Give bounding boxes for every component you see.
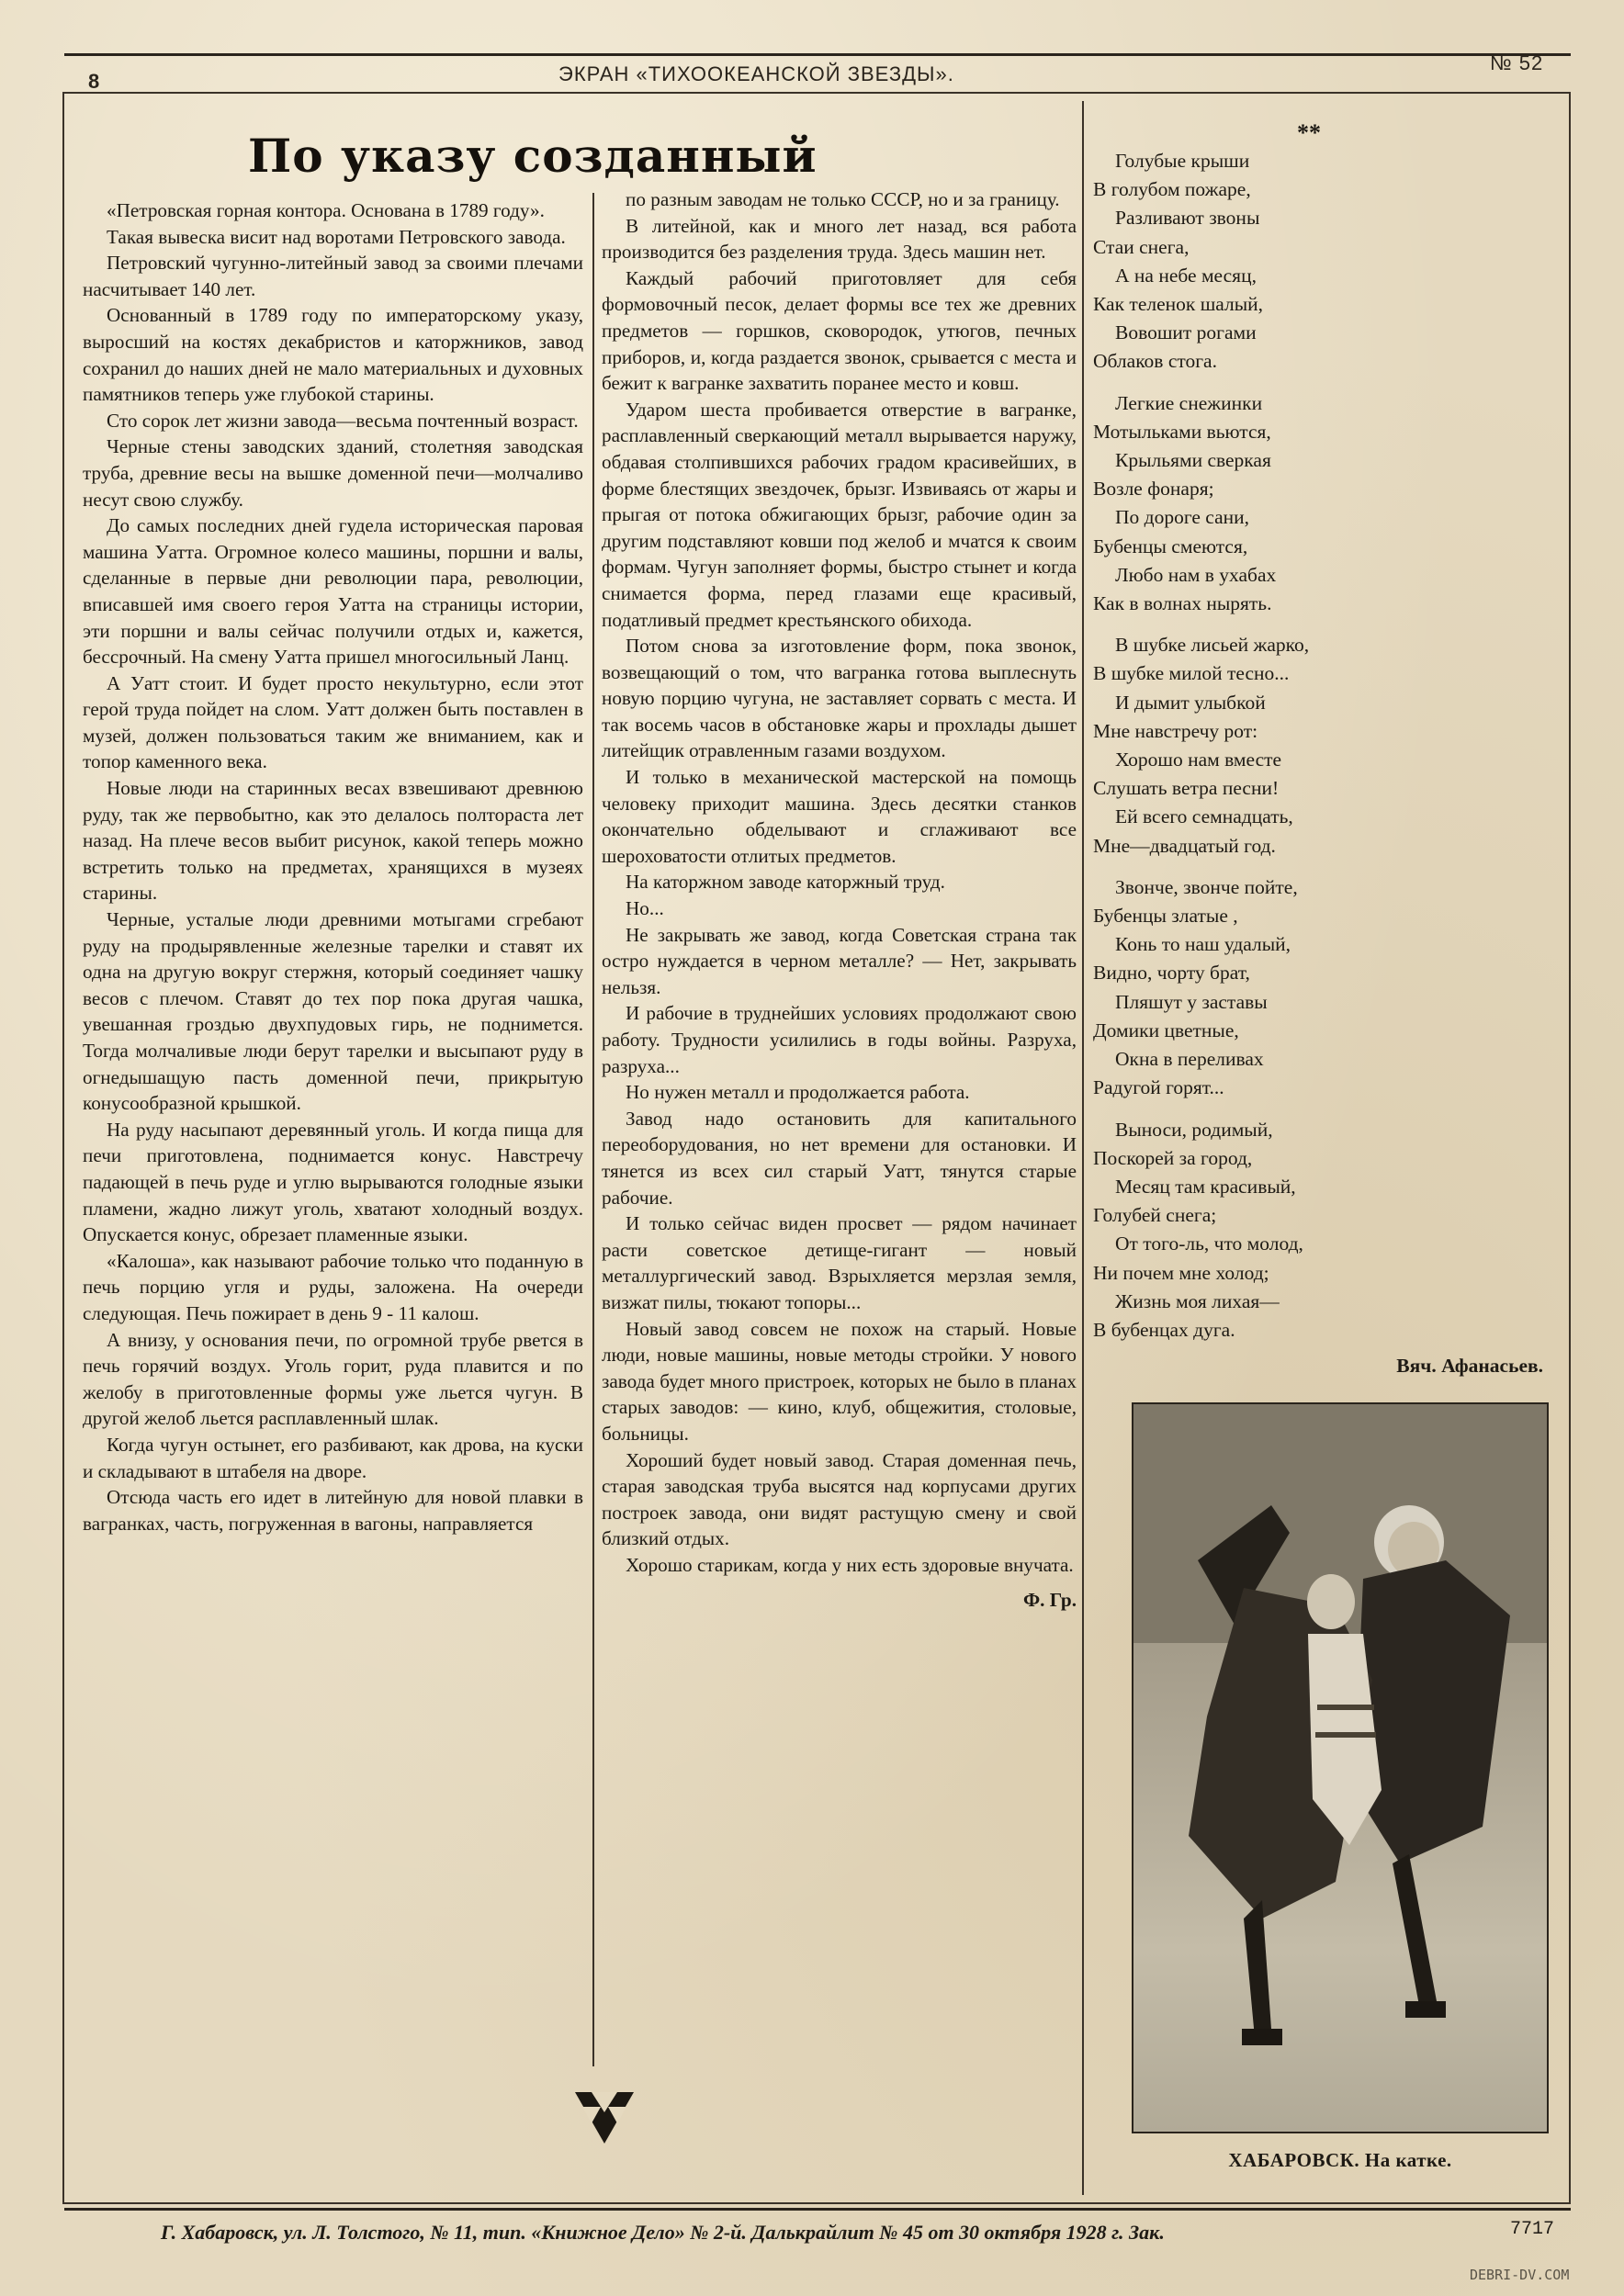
poem-line: По дороге сани, [1115,506,1250,529]
article-paragraph: «Петровская горная контора. Основана в 1789 году». [107,199,545,221]
article-paragraph: А Уатт стоит. И будет просто некультурно, если этот герой труда пойдет на слом. Уатт должен быть поставлен в музей, должен пользоваться таким же вниманием, как и топор каменного века. [83,671,583,773]
poem-line: Как теленок шалый, [1093,293,1264,316]
article-paragraph: Петровский чугунно-литейный завод за своими плечами насчитывает 140 лет. [83,252,583,300]
poem-line: Разливают звоны [1115,207,1260,230]
poem-stanza [1093,1116,1543,1345]
article-paragraph: Каждый рабочий приготовляет для себя формовочный песок, делает формы все тех же древних предметов — горшков, сковородок, утюгов, печных приборов, и, когда раздается звонок, срывается с места и бежит к вагранке захватить поранее место и ковш. [602,266,1077,395]
poem-line: И дымит улыбкой [1115,691,1266,714]
poem-stanza [1093,873,1543,1103]
poem-line: Месяц там красивый, [1115,1175,1296,1198]
article-paragraph: Ударом шеста пробивается отверстие в вагранке, расплавленный сверкающий металл вырывается наружу, обдавая столпившихся рабочих градом красивейших, в форме блестящих звездочек, брызг. Извиваясь от жары и прыгая от потока обжигающих брызг, рабочие один за другим подставляют ковши под желоб и мчатся к своим формам. Чугун заполняет формы, быстро стынет и когда снимается форма, перед глазами еще красивый, податливый предмет крестьянского обихода. [602,398,1077,631]
poem-line: Видно, чорту брат, [1093,962,1250,985]
article-paragraph: Хороший будет новый завод. Старая доменная печь, старая заводская труба высятся над корпусами других построек завода, они видят растущую смену и свой близкий отдых. [602,1448,1077,1550]
poem-line: В шубке лисьей жарко, [1115,634,1310,657]
poem-line: Жизнь моя лихая— [1115,1289,1280,1312]
poem-line: Выноси, родимый, [1115,1118,1273,1141]
article-paragraph: И только в механической мастерской на помощь человеку приходит машина. Здесь десятки станков окончательно обделывают и сглаживают все шероховатости отлитых предметов. [602,766,1077,867]
article-paragraph: На руду насыпают деревянный уголь. И когда пища для печи приготовлена, поднимается конус. Навстречу падающей в печь руде и углю вырываются голодные языки пламени, жадно лижут уголь, хватают холодный воздух. Опускается конус, обрезает пламенные языки. [83,1118,583,1246]
article-paragraph: На каторжном заводе каторжный труд. [626,871,945,894]
article-paragraph: Новые люди на старинных весах взвешивают древнюю руду, так же первобытно, как это делалось полтораста лет назад. На плече весов выбит рисунок, какой теперь можно встретить только на предметах, хранящихся в музеях старины. [83,777,583,905]
article-paragraph: И рабочие в труднейших условиях продолжают свою работу. Трудности усилились в годы войны. Разруха, разруха... [602,1002,1077,1077]
poem-line: В бубенцах дуга. [1093,1318,1235,1341]
poem-line: Слушать ветра песни! [1093,777,1280,800]
article-paragraph: В литейной, как и много лет назад, вся работа производится без разделения труда. Здесь машин нет. [602,214,1077,264]
poem-line: Звонче, звонче пойте, [1115,875,1298,898]
poem-line: Поскорей за город, [1093,1146,1253,1169]
order-number: 7717 [1510,2219,1555,2240]
poem-line: Домики цветные, [1093,1019,1239,1041]
poem-line: Бубенцы златые , [1093,905,1238,928]
poem-line: Мотыльками вьются, [1093,420,1271,443]
poem-line: Стаи снега, [1093,235,1190,258]
article-paragraph: Сто сорок лет жизни завода—весьма почтенный возраст. [107,409,579,432]
article-paragraph: Черные стены заводских зданий, столетняя заводская труба, древние весы на вышке доменной печи—молчаливо несут свою службу. [83,435,583,511]
newspaper-running-title: ЭКРАН «ТИХООКЕАНСКОЙ ЗВЕЗДЫ». [558,62,954,85]
article-paragraph: Когда чугун остынет, его разбивают, как дрова, на куски и складывают в штабеля на дворе. [83,1433,583,1482]
poem-line: Мне навстречу рот: [1093,719,1258,742]
poem-line: Как в волнах нырять. [1093,592,1272,615]
header-rule-top [64,53,1571,56]
column-rule-2 [1082,101,1084,2195]
article-paragraph: Такая вывеска висит над воротами Петровского завода. [107,225,566,248]
article-paragraph: Хорошо старикам, когда у них есть здоровые внучата. [626,1553,1074,1576]
article-paragraph: Завод надо остановить для капитального переоборудования, но нет времени для остановки. И тянется из всех сил старый Уатт, тянутся старые рабочие. [602,1107,1077,1209]
column-rule-1 [592,193,594,2066]
poem-line: Возле фонаря; [1093,478,1214,501]
poem [1093,147,1543,1380]
poem-line: От того-ль, что молод, [1115,1232,1303,1255]
article-paragraph: Но... [626,897,664,920]
poem-line: Пляшут у заставы [1115,990,1268,1013]
article-paragraph: И только сейчас виден просвет — рядом начинает расти советское детище-гигант — новый металлургический завод. Взрыхляется мерзлая земля, визжат пилы, тюкают топоры... [602,1212,1077,1313]
article-column-1 [83,197,583,2057]
article-signature: Ф. Гр. [1022,1589,1077,1612]
page-number: 8 [88,70,101,93]
article-paragraph: Не закрывать же завод, когда Советская страна так остро нуждается в черном металле? — Нет, закрывать нельзя. [602,923,1077,998]
issue-number: № 52 [1490,51,1544,74]
poem-stanza [1093,147,1543,377]
article-column-2 [602,186,1077,2009]
poem-line: Вовошит рогами [1115,321,1257,344]
article-paragraph: по разным заводам не только СССР, но и за границу. [626,188,1060,210]
site-watermark: DEBRI-DV.COM [1470,2267,1570,2283]
poem-line: Радугой горят... [1093,1076,1224,1099]
article-paragraph: «Калоша», как называют рабочие только что поданную в печь порцию угля и руды, заложена. На очереди следующая. Печь пожирает в день 9 - 11 калош. [83,1249,583,1324]
article-paragraph: Черные, усталые люди древними мотыгами сгребают руду на продырявленные железные тарелки и ставят их одна на другую вокруг стержня, который соединяет чашку весов с плечом. Ставят до тех пор пока другая чашка, увешанная гроздью двухпудовых гирь, не поднимется. Тогда молчаливые люди берут тарелки и высыпают руду в огнедышащую пасть доменной печи, прикрытую конусообразной крышкой. [83,908,583,1115]
poem-line: Конь то наш удалый, [1115,933,1291,956]
article-paragraph: А внизу, у основания печи, по огромной трубе рвется в печь горячий воздух. Уголь горит, руда плавится и по желобу в приготовленные формы уже льется чугун. В другой желоб льется расплавленный шлак. [83,1328,583,1430]
triangle-emblem-icon [570,2079,639,2149]
poem-stanza [1093,631,1543,861]
poem-line: Окна в переливах [1115,1048,1264,1071]
article-paragraph: Основанный в 1789 году по императорскому указу, выросший на костях декабристов и каторжников, завод сохранил до наших дней не мало материальных и духовных памятников теперь уже глубокой старины. [83,304,583,406]
poem-line: Ни почем мне холод; [1093,1261,1269,1284]
poem-line: А на небе месяц, [1115,264,1257,287]
poem-line: Легкие снежинки [1115,391,1263,414]
article-headline: По указу созданный [248,129,818,183]
poem-line: Крыльями сверкая [1115,449,1271,472]
poem-line: Любо нам в ухабах [1115,563,1277,586]
poem-line: В шубке милой тесно... [1093,662,1290,685]
poem-line: Бубенцы смеются, [1093,535,1248,557]
poem-line: В голубом пожаре, [1093,178,1251,201]
article-paragraph: Но нужен металл и продолжается работа. [626,1081,970,1104]
article-paragraph: Потом снова за изготовление форм, пока звонок, возвещающий о том, что вагранка готова выплеснуть новую порцию чугуна, не заставляет сорвать с места. И так восемь часов в обстановке жары и прохлады дышет литейщик отравленным газами воздухом. [602,635,1077,762]
poem-line: Голубые крыши [1115,150,1250,172]
article-paragraph: Отсюда часть его идет в литейную для новой плавки в вагранках, часть, погруженная в вагоны, направляется [83,1486,583,1535]
imprint-line: Г. Хабаровск, ул. Л. Толстого, № 11, тип. «Книжное Дело» № 2-й. Далькрайлит № 45 от 30 октября 1928 г. Зак. [161,2221,1165,2244]
article-paragraph: До самых последних дней гудела историческая паровая машина Уатта. Огромное колесо машины, поршни и валы, сделанные в первые дни революции пара, революции, вписавшей имя своего героя Уатта на страницы истории, эти поршни и валы сейчас получили отдых и, кажется, бессрочный. На смену Уатта пришел многосильный Ланц. [83,514,583,669]
poem-author: Вяч. Афанасьев. [1396,1355,1543,1378]
article-paragraph: Новый завод совсем не похож на старый. Новые люди, новые машины, новые методы стройки. У нового завода будет много пристроек, которых не было в планах старых заводов: — кино, клуб, общежития, столовые, больницы. [602,1317,1077,1445]
skating-couple-illustration [1133,1404,1549,2133]
poem-line: Облаков стога. [1093,350,1217,373]
poem-stanza [1093,389,1543,619]
poem-line: Мне—двадцатый год. [1093,834,1276,857]
poem-line: Хорошо нам вместе [1115,748,1282,771]
poem-asterisks: ** [1297,119,1321,146]
poem-line: Голубей снега; [1093,1204,1217,1227]
poem-line: Ей всего семнадцать, [1115,805,1293,828]
skating-photo [1132,1402,1549,2133]
photo-caption: ХАБАРОВСК. На катке. [1228,2149,1452,2171]
footer-rule [64,2208,1571,2211]
